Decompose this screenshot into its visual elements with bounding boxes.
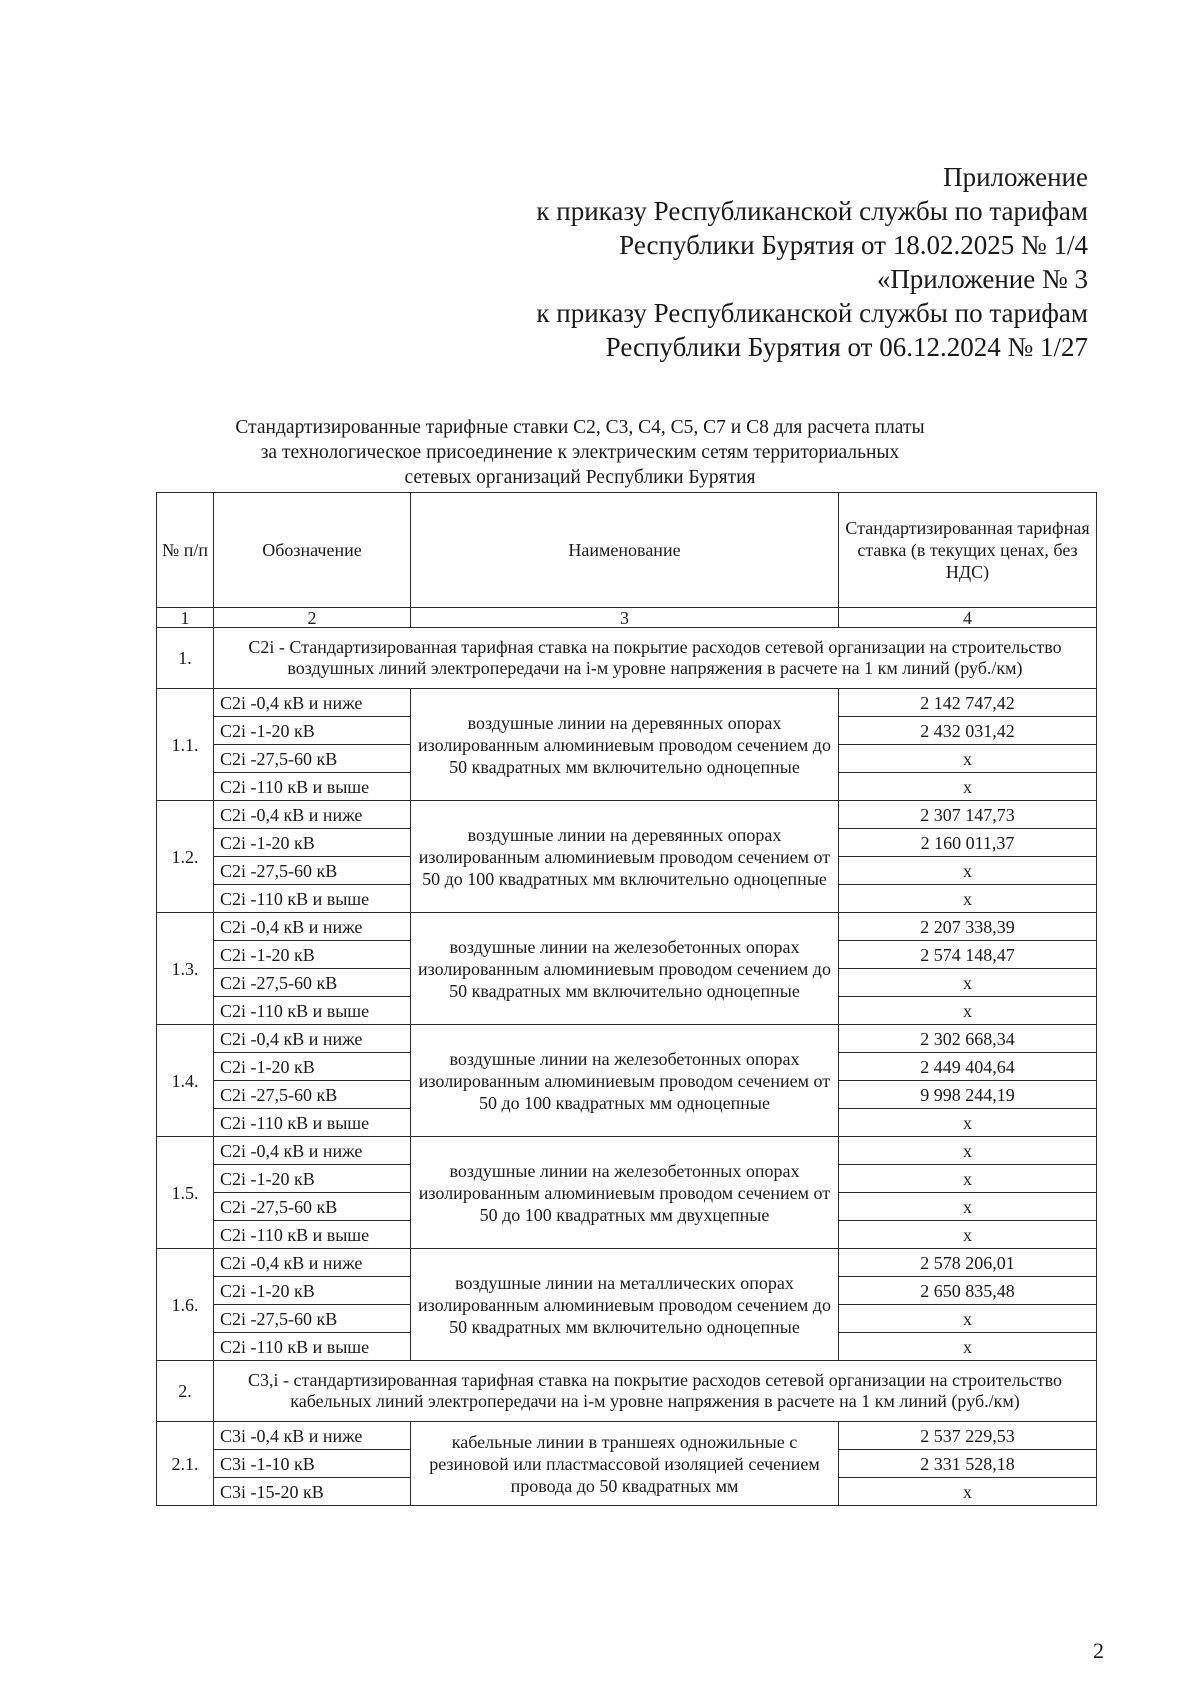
line-type-description: воздушные линии на железобетонных опорах изолированным алюминиевым проводом сечением от 50 до 100 квадратных мм двухцепные — [411, 1137, 839, 1249]
rate-designation: С2i -110 кВ и выше — [214, 1109, 411, 1137]
table-row — [157, 801, 1097, 829]
rate-value: х — [839, 857, 1097, 885]
header-line: к приказу Республиканской службы по тарифам — [536, 196, 1088, 226]
section-number: 1. — [157, 628, 214, 689]
section-row — [157, 628, 1097, 689]
rate-designation: С2i -110 кВ и выше — [214, 773, 411, 801]
rate-designation: С2i -27,5-60 кВ — [214, 857, 411, 885]
table-row — [157, 1025, 1097, 1053]
rate-designation: С2i -1-20 кВ — [214, 1165, 411, 1193]
header-cell-code: Обозначение — [214, 493, 411, 608]
section-description: С2i - Стандартизированная тарифная ставка на покрытие расходов сетевой организации на строительство воздушных линий электропередачи на i-м уровне напряжения в расчете на 1 км линий (руб./км) — [214, 628, 1097, 689]
rate-designation: С2i -110 кВ и выше — [214, 1221, 411, 1249]
rate-value: 2 331 528,18 — [839, 1450, 1097, 1478]
header-line: к приказу Республиканской службы по тарифам — [536, 298, 1088, 328]
rate-designation: С2i -1-20 кВ — [214, 717, 411, 745]
rate-designation: С2i -110 кВ и выше — [214, 997, 411, 1025]
rate-value: 9 998 244,19 — [839, 1081, 1097, 1109]
rate-designation: С2i -27,5-60 кВ — [214, 969, 411, 997]
rate-value: х — [839, 969, 1097, 997]
item-number: 1.1. — [157, 689, 214, 801]
line-type-description: воздушные линии на деревянных опорах изолированным алюминиевым проводом сечением от 50 до 100 квадратных мм включительно одноцепные — [411, 801, 839, 913]
rate-designation: С2i -27,5-60 кВ — [214, 1081, 411, 1109]
rate-designation: С2i -1-20 кВ — [214, 1053, 411, 1081]
line-type-description: кабельные линии в траншеях одножильные с резиновой или пластмассовой изоляцией сечением провода до 50 квадратных мм — [411, 1422, 839, 1506]
rate-value: 2 650 835,48 — [839, 1277, 1097, 1305]
rate-designation: С2i -0,4 кВ и ниже — [214, 801, 411, 829]
rate-designation: С2i -1-20 кВ — [214, 1277, 411, 1305]
item-number: 1.4. — [157, 1025, 214, 1137]
rate-value: 2 142 747,42 — [839, 689, 1097, 717]
table-row — [157, 1249, 1097, 1277]
rate-value: 2 449 404,64 — [839, 1053, 1097, 1081]
rate-value: х — [839, 1305, 1097, 1333]
column-number-cell: 3 — [411, 608, 839, 628]
rate-designation: С2i -27,5-60 кВ — [214, 1193, 411, 1221]
rate-designation: С2i -27,5-60 кВ — [214, 745, 411, 773]
rate-value: 2 574 148,47 — [839, 941, 1097, 969]
rate-value: 2 207 338,39 — [839, 913, 1097, 941]
rate-value: 2 578 206,01 — [839, 1249, 1097, 1277]
rate-value: х — [839, 1221, 1097, 1249]
table-row — [157, 689, 1097, 717]
section-description: С3,i - стандартизированная тарифная ставка на покрытие расходов сетевой организации на строительство кабельных линий электропередачи на i-м уровне напряжения в расчете на 1 км линий (руб./км) — [214, 1361, 1097, 1422]
rate-value: 2 160 011,37 — [839, 829, 1097, 857]
rate-designation: С2i -0,4 кВ и ниже — [214, 1137, 411, 1165]
rate-designation: С2i -0,4 кВ и ниже — [214, 1025, 411, 1053]
document-title — [150, 415, 1010, 490]
rate-value: х — [839, 1333, 1097, 1361]
item-number: 1.6. — [157, 1249, 214, 1361]
table-row — [157, 1422, 1097, 1450]
rate-value: х — [839, 1109, 1097, 1137]
table-row — [157, 1137, 1097, 1165]
rate-designation: С2i -110 кВ и выше — [214, 885, 411, 913]
tariff-table — [156, 492, 1097, 1506]
title-line: Стандартизированные тарифные ставки С2, С3, С4, С5, С7 и С8 для расчета платы — [235, 417, 925, 438]
rate-value: 2 307 147,73 — [839, 801, 1097, 829]
section-row — [157, 1361, 1097, 1422]
rate-designation: С2i -1-20 кВ — [214, 941, 411, 969]
item-number: 1.2. — [157, 801, 214, 913]
rate-designation: С2i -27,5-60 кВ — [214, 1305, 411, 1333]
item-number: 2.1. — [157, 1422, 214, 1506]
rate-designation: С2i -0,4 кВ и ниже — [214, 1249, 411, 1277]
table-row — [157, 913, 1097, 941]
item-number: 1.5. — [157, 1137, 214, 1249]
header-cell-name: Наименование — [411, 493, 839, 608]
item-number: 1.3. — [157, 913, 214, 1025]
title-line: за технологическое присоединение к электрическим сетям территориальных — [260, 442, 900, 463]
rate-value: х — [839, 773, 1097, 801]
line-type-description: воздушные линии на деревянных опорах изолированным алюминиевым проводом сечением до 50 квадратных мм включительно одноцепные — [411, 689, 839, 801]
rate-value: х — [839, 1165, 1097, 1193]
rate-designation: С3i -0,4 кВ и ниже — [214, 1422, 411, 1450]
rate-value: 2 537 229,53 — [839, 1422, 1097, 1450]
header-line: Республики Бурятия от 18.02.2025 № 1/4 — [619, 230, 1088, 260]
header-line: Республики Бурятия от 06.12.2024 № 1/27 — [605, 332, 1088, 362]
column-number-row — [157, 608, 1097, 628]
rate-designation: С3i -15-20 кВ — [214, 1478, 411, 1506]
rate-value: х — [839, 885, 1097, 913]
rate-value: 2 432 031,42 — [839, 717, 1097, 745]
line-type-description: воздушные линии на железобетонных опорах изолированным алюминиевым проводом сечением до 50 квадратных мм включительно одноцепные — [411, 913, 839, 1025]
header-line: «Приложение № 3 — [876, 264, 1088, 294]
rate-value: х — [839, 1137, 1097, 1165]
rate-value: х — [839, 997, 1097, 1025]
header-line: Приложение — [943, 162, 1088, 192]
header-cell-rate: Стандартизированная тарифная ставка (в текущих ценах, без НДС) — [839, 493, 1097, 608]
rate-value: х — [839, 745, 1097, 773]
rate-designation: С3i -1-10 кВ — [214, 1450, 411, 1478]
column-number-cell: 1 — [157, 608, 214, 628]
line-type-description: воздушные линии на железобетонных опорах изолированным алюминиевым проводом сечением от 50 до 100 квадратных мм одноцепные — [411, 1025, 839, 1137]
rate-value: 2 302 668,34 — [839, 1025, 1097, 1053]
column-number-cell: 4 — [839, 608, 1097, 628]
rate-designation: С2i -0,4 кВ и ниже — [214, 913, 411, 941]
rate-designation: С2i -0,4 кВ и ниже — [214, 689, 411, 717]
rate-designation: С2i -1-20 кВ — [214, 829, 411, 857]
rate-designation: С2i -110 кВ и выше — [214, 1333, 411, 1361]
appendix-header — [536, 160, 1088, 364]
header-cell-number: № п/п — [157, 493, 214, 608]
rate-value: х — [839, 1478, 1097, 1506]
line-type-description: воздушные линии на металлических опорах изолированным алюминиевым проводом сечением до 50 квадратных мм включительно одноцепные — [411, 1249, 839, 1361]
section-number: 2. — [157, 1361, 214, 1422]
title-line: сетевых организаций Республики Бурятия — [404, 467, 756, 488]
table-header-row — [157, 493, 1097, 608]
page-number: 2 — [1093, 1638, 1104, 1663]
column-number-cell: 2 — [214, 608, 411, 628]
rate-value: х — [839, 1193, 1097, 1221]
